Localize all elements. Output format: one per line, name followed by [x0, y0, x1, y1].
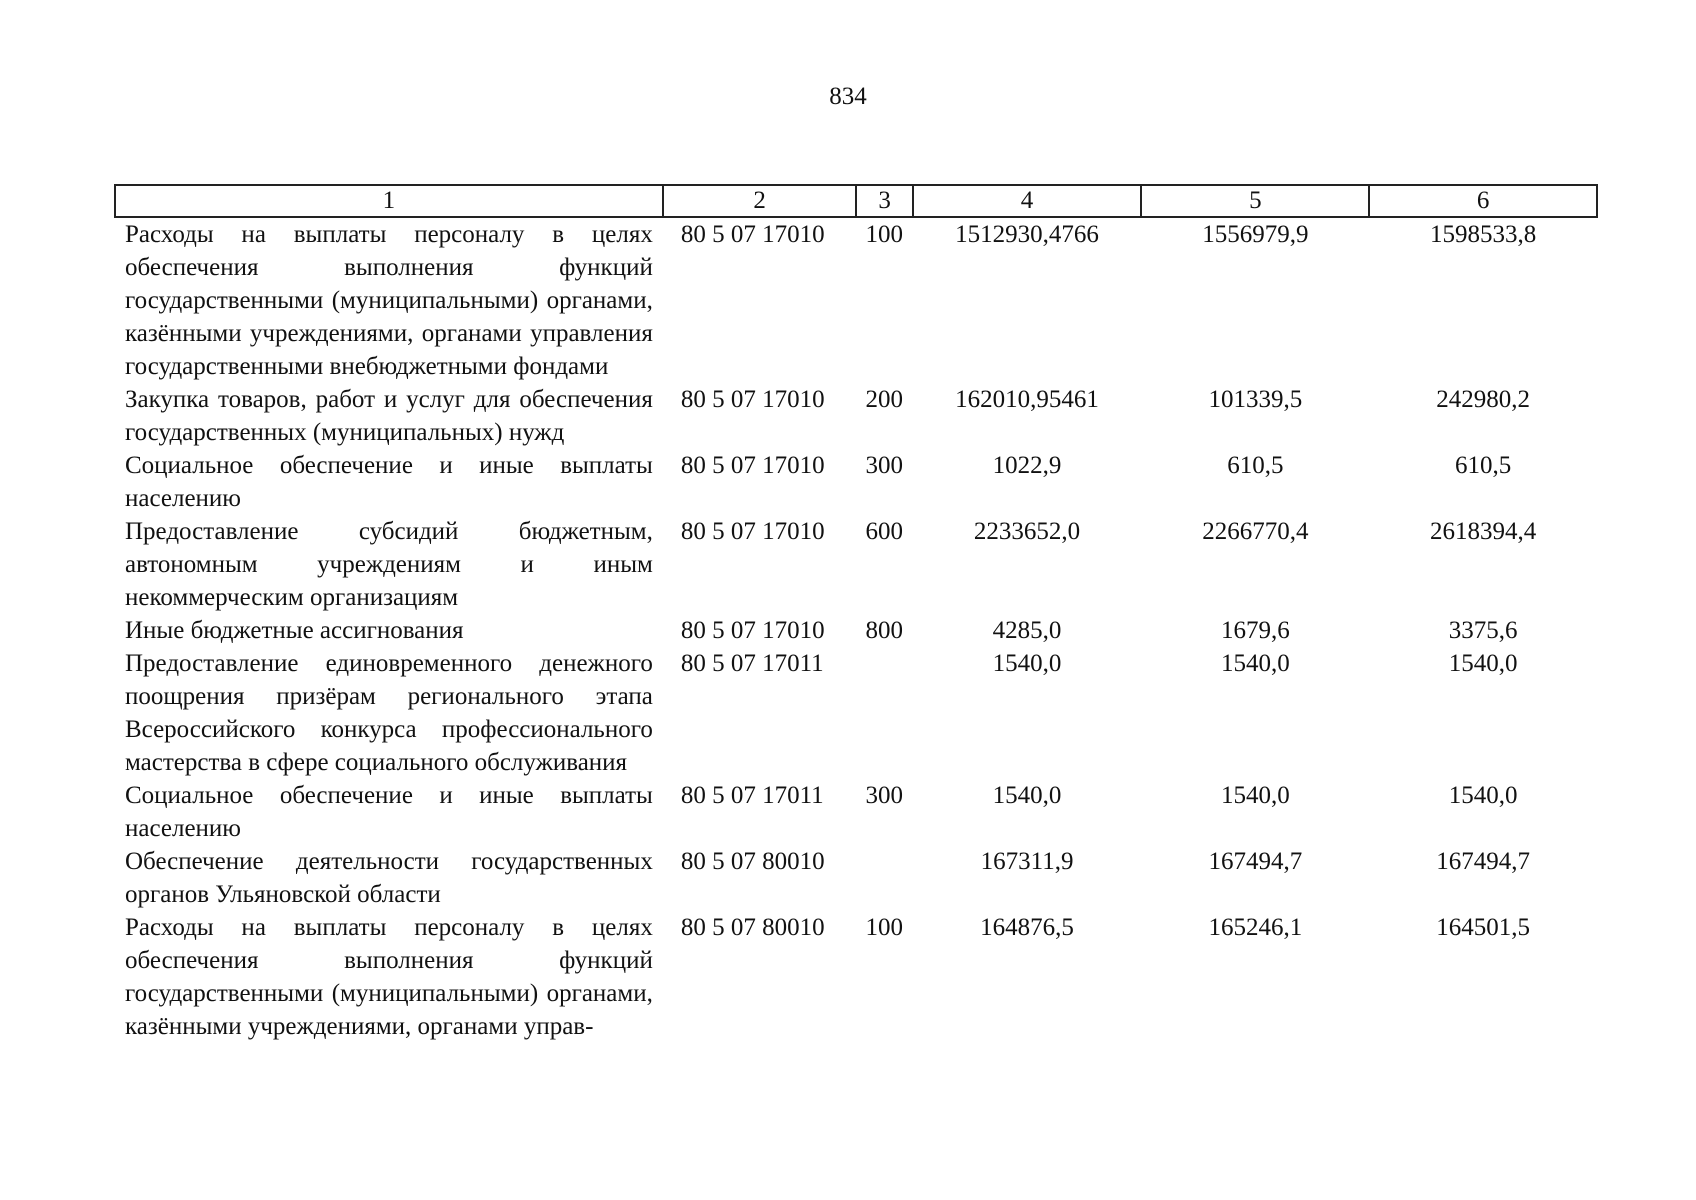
row-value-4: 167311,9 [980, 848, 1074, 875]
row-value-6: 1540,0 [1448, 782, 1518, 809]
table-row [115, 449, 1597, 515]
row-value-6: 1598533,8 [1429, 221, 1537, 248]
row-code: 80 5 07 17010 [680, 518, 825, 545]
table-body [115, 217, 1597, 1043]
row-code: 80 5 07 80010 [680, 848, 825, 875]
row-value-5: 1540,0 [1220, 782, 1290, 809]
row-value-4: 1540,0 [992, 782, 1062, 809]
row-code: 80 5 07 17010 [680, 221, 825, 248]
row-value-5: 1679,6 [1220, 617, 1290, 644]
row-type: 600 [865, 518, 903, 545]
row-value-4: 1540,0 [992, 650, 1062, 677]
row-type: 300 [865, 782, 903, 809]
row-value-4: 4285,0 [992, 617, 1062, 644]
row-name: Иные бюджетные ассигнования [125, 617, 464, 644]
row-name: Предоставление единовременного денежного поощрения призёрам регионального этапа Всероссийского конкурса профессионального мастерства в сфере социального обслуживания [125, 650, 653, 776]
table-row [115, 383, 1597, 449]
header-cell-1: 1 [115, 185, 663, 217]
row-value-6: 1540,0 [1448, 650, 1518, 677]
row-name: Расходы на выплаты персоналу в целях обеспечения выполнения функций государственными (муниципальными) органами, казёнными учреждениями, органами управ- [125, 914, 653, 1040]
header-cell-3: 3 [856, 185, 912, 217]
header-row [115, 185, 1597, 217]
row-value-4: 162010,95461 [955, 386, 1099, 413]
row-code: 80 5 07 17010 [680, 617, 825, 644]
row-value-6: 242980,2 [1436, 386, 1530, 413]
row-value-6: 164501,5 [1436, 914, 1530, 941]
row-code: 80 5 07 17010 [680, 386, 825, 413]
header-cell-5: 5 [1141, 185, 1369, 217]
row-name: Обеспечение деятельности государственных органов Ульяновской области [125, 848, 653, 908]
row-type [856, 647, 912, 779]
budget-table [114, 184, 1598, 1043]
row-value-6: 610,5 [1454, 452, 1512, 479]
table-row [115, 779, 1597, 845]
row-code: 80 5 07 80010 [680, 914, 825, 941]
table-row [115, 845, 1597, 911]
row-type [856, 845, 912, 911]
row-value-4: 1512930,4766 [955, 221, 1099, 248]
page-number: 834 [829, 83, 867, 110]
table-header [115, 185, 1597, 217]
row-name: Расходы на выплаты персоналу в целях обеспечения выполнения функций государственными (муниципальными) органами, казёнными учреждениями, органами управления государственными внебюджетными фондами [125, 221, 653, 380]
row-value-5: 1540,0 [1220, 650, 1290, 677]
table-row [115, 515, 1597, 614]
row-value-5: 2266770,4 [1202, 518, 1309, 545]
row-value-4: 1022,9 [992, 452, 1062, 479]
row-type: 200 [865, 386, 903, 413]
row-value-4: 164876,5 [980, 914, 1074, 941]
row-type: 300 [865, 452, 903, 479]
header-cell-6: 6 [1369, 185, 1597, 217]
row-name: Предоставление субсидий бюджетным, автономным учреждениям и иным некоммерческим организациям [125, 518, 653, 611]
row-type: 100 [865, 221, 903, 248]
table-row [115, 614, 1597, 647]
row-value-6: 2618394,4 [1429, 518, 1537, 545]
row-value-6: 3375,6 [1448, 617, 1518, 644]
row-name: Закупка товаров, работ и услуг для обеспечения государственных (муниципальных) нужд [125, 386, 653, 446]
table-row [115, 217, 1597, 383]
header-cell-4: 4 [913, 185, 1142, 217]
header-cell-2: 2 [663, 185, 857, 217]
row-name: Социальное обеспечение и иные выплаты населению [125, 452, 653, 512]
table-row [115, 647, 1597, 779]
row-value-4: 2233652,0 [973, 518, 1081, 545]
row-code: 80 5 07 17011 [680, 782, 824, 809]
row-value-6: 167494,7 [1436, 848, 1530, 875]
table-row [115, 911, 1597, 1043]
row-name: Социальное обеспечение и иные выплаты населению [125, 782, 653, 842]
row-code: 80 5 07 17010 [680, 452, 825, 479]
row-type: 100 [865, 914, 903, 941]
row-value-5: 165246,1 [1208, 914, 1303, 941]
row-value-5: 610,5 [1227, 452, 1284, 479]
row-value-5: 101339,5 [1208, 386, 1303, 413]
row-value-5: 167494,7 [1208, 848, 1303, 875]
row-value-5: 1556979,9 [1202, 221, 1309, 248]
row-code: 80 5 07 17011 [680, 650, 824, 677]
row-type: 800 [865, 617, 903, 644]
